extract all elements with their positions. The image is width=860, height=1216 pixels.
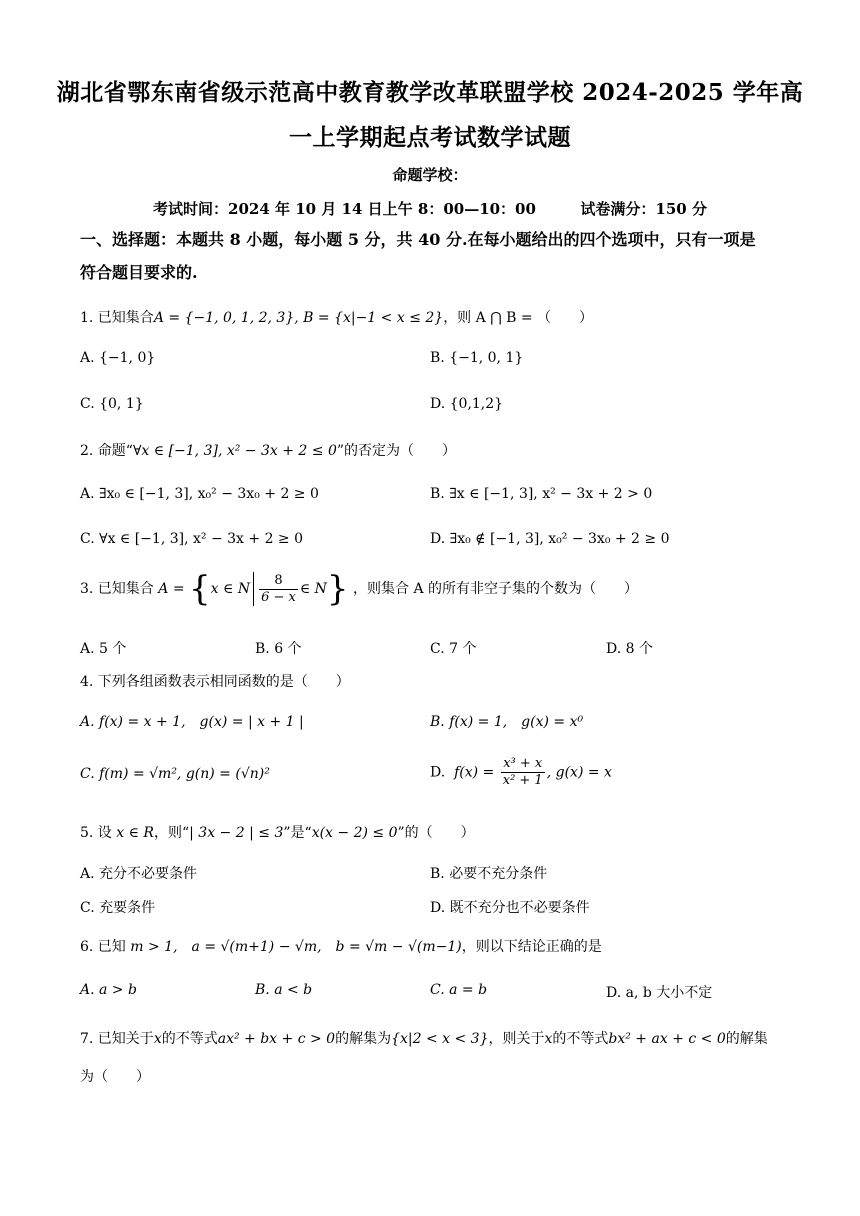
q7-mid3: ，则关于 [488,1031,545,1047]
q3-math-tail: ∈ N [299,581,327,597]
q5-prefix: 5. 设 [80,825,112,841]
q6-prefix: 6. 已知 [80,939,126,955]
question-6-stem [80,936,602,956]
question-4-stem: 4. 下列各组函数表示相同函数的是（ ） [80,674,350,690]
question-2-stem [80,440,456,460]
q6-option-a[interactable]: A. a > b [80,982,137,998]
q3-prefix: 3. 已知集合 [80,581,154,597]
q3-frac-den: 6 − x [261,589,296,605]
q2-option-d[interactable]: D. ∃x₀ ∉ [−1, 3], x₀² − 3x₀ + 2 ≥ 0 [430,531,670,547]
question-7-stem [80,1028,768,1048]
q7-math3: {x|2 < x < 3} [391,1031,489,1047]
q4-d-fraction [501,756,545,789]
q4-d-num: x³ + x [501,756,545,773]
q4-d-left: f(x) = [454,764,495,781]
exam-info [40,198,820,219]
q1-option-d[interactable]: D. {0,1,2} [430,396,504,412]
q2-option-b[interactable]: B. ∃x ∈ [−1, 3], x² − 3x + 2 > 0 [430,486,653,502]
q5-suffix: ”的（ ） [397,825,475,841]
exam-title-line2: 一上学期起点考试数学试题 [289,124,571,151]
section-1-line1: 一、选择题：本题共 8 小题，每小题 5 分，共 40 分.在每小题给出的四个选项中，只有一项是 [80,230,756,249]
q5-option-a[interactable]: A. 充分不必要条件 [80,866,198,882]
q4-d-right: , g(x) = x [546,764,612,781]
q3-option-c[interactable]: C. 7 个 [430,641,477,657]
question-5-stem [80,822,475,842]
q1-suffix: ，则 A ⋂ B = （ ） [443,310,594,326]
q6-option-c[interactable]: C. a = b [430,982,488,998]
q3-frac-num: 8 [259,573,298,590]
exam-time: 考试时间：2024 年 10 月 14 日上午 8：00—10：00 [153,200,536,218]
q5-option-b[interactable]: B. 必要不充分条件 [430,866,548,882]
q7-math1: x [153,1031,162,1047]
q1-prefix: 1. 已知集合 [80,310,154,326]
q7-math4: x [544,1031,553,1047]
q3-option-b[interactable]: B. 6 个 [255,641,302,657]
q1-option-b[interactable]: B. {−1, 0, 1} [430,350,524,366]
q4-d-den: x² + 1 [502,773,543,788]
set-divider [253,572,254,606]
q5-mid2: ”是“ [283,825,312,841]
q4-option-d-letter: D. [430,764,446,781]
school-label: 命题学校： [392,166,468,184]
q7-mid1: 的不等式 [161,1031,218,1047]
q3-set-var: x ∈ N [210,581,251,597]
q1-math: A = {−1, 0, 1, 2, 3}, B = {x|−1 < x ≤ 2} [153,310,444,326]
question-3-stem [80,569,639,609]
q5-mid1: ，则“ [153,825,190,841]
exam-title-line1: 湖北省鄂东南省级示范高中教育教学改革联盟学校 2024-2025 学年高 [56,79,804,106]
q6-option-d[interactable]: D. a, b 大小不定 [606,985,713,1001]
q3-option-d[interactable]: D. 8 个 [606,641,653,657]
q4-option-d[interactable] [430,756,612,789]
q2-math: ∀x ∈ [−1, 3], x² − 3x + 2 ≤ 0 [132,443,337,459]
q2-option-a[interactable]: A. ∃x₀ ∈ [−1, 3], x₀² − 3x₀ + 2 ≥ 0 [80,486,319,502]
question-7-stem-line2: 为（ ） [80,1069,150,1085]
exam-score: 试卷满分：150 分 [580,200,707,218]
q6-math: m > 1, a = √(m+1) − √m, b = √m − √(m−1) [130,939,462,955]
q7-mid2: 的解集为 [335,1031,392,1047]
q4-option-a[interactable]: A. f(x) = x + 1, g(x) = | x + 1 | [80,714,304,730]
q3-suffix: ，则集合 A 的所有非空子集的个数为（ ） [353,581,639,597]
q3-option-a[interactable]: A. 5 个 [80,641,127,657]
q7-math2: ax² + bx + c > 0 [217,1031,336,1047]
q5-math1: x ∈ R [116,825,154,841]
section-1-header [80,223,790,289]
right-brace-icon: } [326,569,349,609]
question-1-stem [80,307,593,327]
q6-option-b[interactable]: B. a < b [255,982,313,998]
q2-prefix: 2. 命题“ [80,443,133,459]
q4-option-b[interactable]: B. f(x) = 1, g(x) = x⁰ [430,714,584,730]
q5-option-c[interactable]: C. 充要条件 [80,900,156,916]
q2-suffix: ”的否定为（ ） [336,443,457,459]
q5-math2: | 3x − 2 | ≤ 3 [189,825,284,841]
q3-fraction [259,573,298,606]
q3-math-left: A = [158,581,185,597]
q4-option-c[interactable]: C. f(m) = √m², g(n) = (√n)² [80,766,270,782]
q7-suffix: 的解集 [725,1031,768,1047]
left-brace-icon: { [189,569,211,609]
q2-option-c[interactable]: C. ∀x ∈ [−1, 3], x² − 3x + 2 ≥ 0 [80,531,304,547]
q6-suffix: ，则以下结论正确的是 [461,939,602,955]
q1-option-a[interactable]: A. {−1, 0} [80,350,156,366]
q7-prefix: 7. 已知关于 [80,1031,154,1047]
q7-mid4: 的不等式 [552,1031,609,1047]
q5-option-d[interactable]: D. 既不充分也不必要条件 [430,900,590,916]
q7-math5: bx² + ax + c < 0 [608,1031,726,1047]
q5-math3: x(x − 2) ≤ 0 [311,825,398,841]
section-1-line2: 符合题目要求的. [80,263,198,282]
q1-option-c[interactable]: C. {0, 1} [80,396,144,412]
